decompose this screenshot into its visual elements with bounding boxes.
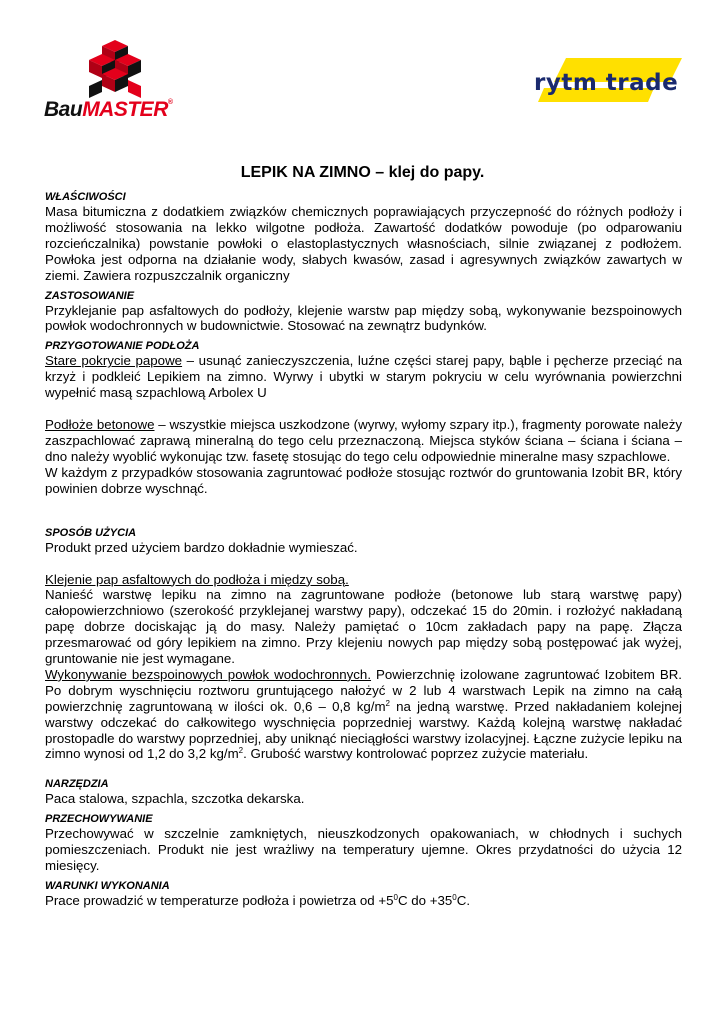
section-heading-zastosowanie: ZASTOSOWANIE [45,289,135,302]
document-title: LEPIK NA ZIMNO – klej do papy. [240,164,485,181]
section-text-warunki: Prace prowadzić w temperaturze podłoża i powietrza od $+5^0C$ do $+35^0C$. [45,893,471,908]
paragraph-klejenie-pap: Nanieść warstwę lepiku na zimno na zagruntowane podłoże (betonowe lub starą warstwę papy) całopowierzchniowo (szerokość przyklejanej warstwy papy), odczekać 15 do 20min. i rozłożyć nakładaną papę dobrze dociskając ją do masy. Należy pamiętać o 10cm zakładach papy na papę. Złącza przesmarować od góry lepikiem na zimno. Przy klejeniu nowych pap między sobą postępować jak wyżej, gruntowanie nie jest wymagane. [45,587,682,667]
section-heading-warunki: WARUNKI WYKONANIA [45,880,170,892]
label-podloze-betonowe: Podłoże betonowe [45,417,155,433]
paragraph-stare-pokrycie: Stare pokrycie papowe – usunąć zanieczyszczenia, luźne części starej papy, bąble i pęcherze przeciąć na krzyż i podkleić Lepikiem na zimno. Wyrwy i ubytki w starym pokryciu w celu wyrównania powierzchni wypełnić masą szpachlową Arbolex U [45,353,682,401]
paragraph-podloze-betonowe: Podłoże betonowe – wszystkie miejsca uszkodzone (wyrwy, wyłomy szpary itp.), fragmenty porowate należy zaszpachlować zaprawą mineralną do tego celu przeznaczoną. Miejsca styków ściana – ściana i ściana – dno należy wyoblić wykonując tzw. fasetę stosując do tego celu odpowiednie mineralne masy szpachlowe. [45,417,682,464]
section-heading-sposob: SPOSÓB UŻYCIA [45,526,137,539]
section-heading-przechowywanie: PRZECHOWYWANIE [45,813,153,826]
section-text-narzedzia: Paca stalowa, szpachla, szczotka dekarska. [45,791,305,807]
label-powloki: Wykonywanie bezspoinowych powłok wodochronnych. [45,666,372,682]
document-body [45,191,682,909]
section-heading-przygotowanie: PRZYGOTOWANIE PODŁOŻA [45,340,200,353]
baumaster-wordmark: BauMASTER® [44,98,173,121]
paragraph-gruntowanie: W każdym z przypadków stosowania zagruntować podłoże stosując roztwór do gruntowania Izobit BR, który powinien dobrze wyschnąć. [45,464,682,496]
label-klejenie-pap: Klejenie pap asfaltowych do podłoża i między sobą. [45,571,349,587]
section-text-wlasciwosci: Masa bitumiczna z dodatkiem związków chemicznych poprawiających przyczepność do różnych podłoży i możliwość stosowania na lekko wilgotne podłoża. Zawartość dodatków powoduje (po odparowaniu rozcieńczalnika) powstanie powłoki o elastoplastycznych własnościach, silnie związanej z podłożem. Powłoka jest odporna na działanie wody, słabych kwasów, zasad i agresywnych związków zawartych w ziemi. Zawiera rozpuszczalnik organiczny [45,204,682,283]
rytm-trade-logo [530,58,682,106]
paragraph-powloki: Wykonywanie bezspoinowych powłok wodochronnych. Powierzchnię izolowane zagruntować Izobitem BR. Po dobrym wyschnięciu roztworu gruntującego nałożyć w 2 lub 4 warstwach Lepik na zimno na całą powierzchnię zagruntowaną w ilości ok. 0,6 – 0,8 $kg/m^2$ na jedną warstwę. Przed nakładaniem kolejnej warstwy odczekać do całkowitego wyschnięcia poprzedniej warstwy. Każdą kolejną warstwę nakładać prostopadle do warstwy poprzedniej, aby uniknąć nieciągłości warstwy izolacyjnej. Łączne zużycie lepiku na zimno wynosi od 1,2 do 3,2 $kg/m^2$. Grubość warstwy kontrolować poprzez zużycie materiału. [45,666,683,762]
section-heading-narzedzia: NARZĘDZIA [45,778,109,791]
rytm-trade-wordmark: rytm trade [534,70,679,96]
label-stare-pokrycie: Stare pokrycie papowe [45,353,183,369]
section-heading-wlasciwosci: WŁAŚCIWOŚCI [45,191,126,203]
section-text-zastosowanie: Przyklejanie pap asfaltowych do podłoży, klejenie warstw pap między sobą, wykonywanie bezspoinowych powłok wodochronnych w budownictwie. Stosować na zewnątrz budynków. [45,302,682,334]
section-text-przechowywanie: Przechowywać w szczelnie zamkniętych, nieuszkodzonych opakowaniach, w chłodnych i suchych pomieszczeniach. Produkt nie jest wrażliwy na temperatury ujemne. Okres przydatności do użycia 12 miesięcy. [45,826,682,874]
baumaster-logo [40,40,200,122]
paragraph-sposob-intro: Produkt przed użyciem bardzo dokładnie wymieszać. [45,539,358,555]
